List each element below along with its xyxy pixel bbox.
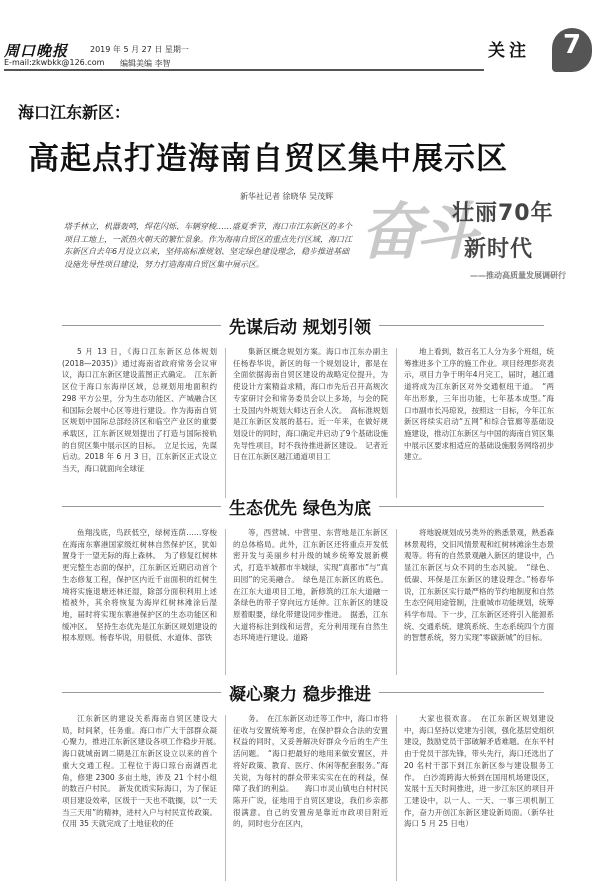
- section-2-column-1: 鱼翔浅底，鸟跃低空，绿树连荫……穿梭在海南东寨港国家级红树林自然保护区，犹如置身于一望无际的海上森林。 为了修复红树林更完整生态面的保护，江东新区近期启动首个生态修复工程，保护区内近千亩面积的红树生境将实施退塘还林还湿，除部分面积利用上述植被外，其余将恢复为海岸红树林滩涂后湿地，届时将实现东寨港保护区的生态功能区和缓冲区。 坚持生态优先是江东新区规划建设的根本原则。杨春华说，用很低、水道体、部铁: [62, 528, 217, 643]
- masthead-divider: [4, 69, 484, 71]
- article-byline: 新华社记者 徐晓华 吴茂辉: [240, 192, 334, 201]
- section-header-2: [0, 494, 600, 520]
- column-divider: [225, 529, 226, 675]
- section-2-column-3: 将地貌规划成另类外的熟悉景观，熟悉森林景观将，交旧风情景观和红树林滩涂生态景观等。将有的自然景观融入新区的建设中，凸显江东新区与众不同的生态风貌。 “绿色、低碳、环保是江东新区的建设理念。”杨春华说，江东新区实行最严格的节约地制度和自然生态空间用途管制，注重城市功能规划，统筹科学布局。下一步，江东新区还将引入能源系统、交通系统、建筑系统、生态系统四个方面的智慧系统，努力实现“零碳新城”的目标。: [404, 528, 554, 643]
- date-line: 2019 年 5 月 27 日 星期一: [90, 45, 189, 54]
- column-divider: [225, 348, 226, 498]
- page-number: 7: [562, 30, 582, 60]
- section-2-column-2: 等，西营城、中营里、东营地是江东新区的总体格局。此外，江东新区还将重点开发低密开发与美丽乡村升级的城乡统筹发展新模式，打造半城都市半城绿，实现“真都市”与“真田园”的完美融合。 绿色是江东新区的底色。在江东大道项目工地，新修筑的江东大道融一条绿色的带子穿向远方延伸。江东新区的建设原着眼要，绿化带建设同步推进。 据悉，江东大道将标注到线和运营，充分利用现有自然生态环境进行建设。道路: [233, 528, 388, 643]
- section-title: 生态优先 绿色为底: [221, 499, 379, 519]
- article-headline: 高起点打造海南自贸区集中展示区: [28, 141, 508, 177]
- section-1-column-3: 地上看到，数百名工人分为多个班组，统筹推进多个工序的施工作业。项目经理彭亮表示，项目力争于明年4月完工，届时，越江通道将成为江东新区对外交通枢纽干道。 “两年出形象，三年出功能，七年基本成型。”海口市副市长冯琼说，按照这一目标，今年江东新区将续实启动“五网”和综合管廊等基础设施建设，推动江东新区与中国的海南自贸区集中展示区要求相适应的基础设施服务网络初步建立。: [404, 347, 554, 462]
- section-3-column-1: 江东新区的建设关系海南自贸区建设大局，时间紧，任务重。海口市广大干部群众凝心聚力，推进江东新区建设各项工作稳步开展。 海口就城南调二期是江东新区设立以来的首个重大交通工程。工程位于海口琼台南湖西北角，修建 2300 多亩土地，涉及 21 个村小组的数百户村民。 新发优质实际海口，为了保证项目建设效率，区级于一天也不耽搁，以“一天当三天用”的精神，进村入户与村民宣传政策。仅用 35 天就完成了土地征收的任: [62, 714, 225, 829]
- series-logo: [360, 182, 590, 292]
- section-header-1: [0, 313, 600, 339]
- paper-name: 周口晚报: [4, 42, 69, 60]
- series-title-line2: 新时代: [464, 237, 534, 262]
- section-title: 先谋后动 规划引领: [221, 318, 379, 338]
- section-3-column-2: 务。 在江东新区动迁等工作中，海口市将征收与安置统筹考虑，在保护群众合法的安置权益的同时，又妥善解决好群众今后的生产生活问题。 “海口把最好的地用来做安置区，并将好政策、教育、医疗、休闲等配套服务。”海关说，为每村的群众带来实实在在的利益，保障了我们的利益。 海口市灵山镇电白村村民陈开广说，征地用于自贸区建设，我们乡亲都很满意。自己的安置房是靠近市政项目附近的，同时也分在区内，: [233, 714, 388, 829]
- series-logo-calligraphy: 奋斗: [360, 195, 473, 268]
- series-title-line1: 壮丽70年: [452, 201, 554, 226]
- masthead: [0, 0, 600, 78]
- contact-email: E-mail:zkwbkk@126.com: [4, 58, 105, 67]
- section-1-column-2: 集新区概念规划方案。海口市江东办副主任杨春华说，新区的每一个规划设计，都是在全面依据海南自贸区建设的战略定位提升，为使设计方案精益求精，海口市先后召开高规次专家研讨会和常务委员会以上多场，与会的院士及国内外规划大师达百余人次。 高标准规划是江东新区发展的基石。近一年来，在做好规划设计的同时，海口确定并启动了9个基础设施先导性项目，时不我待推进新区建设。 记者近日在江东新区越江通道项目工: [233, 347, 388, 462]
- column-divider: [396, 529, 397, 675]
- series-tagline: ——推动高质量发展调研行: [470, 271, 566, 280]
- section-header-3: [0, 680, 600, 706]
- section-1-column-1: 5 月 13 日，《海口江东新区总体规划(2018—2035)》通过海南省政府常务会议审议，海口江东新区建设蓝图正式确定。 江东新区位于海口东海岸区域，总规划用地面积约 298 平方公里，分为生态功能区、产城融合区和国际会展中心区等进行建设。作为海南自贸区规划中国际总部经济区和临空产业区的重要承载区，江东新区规划提出了打造与国际接轨的自贸区集中展示区的目标。 立足长远，先谋后动。2018 年 6 月 3 日，江东新区正式设立当天，海口就面向全球征: [62, 347, 217, 474]
- section-3-column-3: 大家也很欢喜。 在江东新区规划建设中，海口坚持以党建为引领，强化基层党组织建设，鼓励党员干部破解矛盾难题。在东平村由于党员干部先锋，带头先行，海口还选出了 20 名村干部下到江东新区参与建设服务工作。 白沙湾跨海大桥到在国用机场建设区，发展十五天时间推进，进一步江东区的项目开工建设中，以一人、一天、一事三项机制工作，奋力开创江东新区建设新局面。（新华社海口 5 月 25 日电）: [404, 714, 554, 829]
- section-title: 凝心聚力 稳步推进: [221, 685, 379, 705]
- column-divider: [396, 715, 397, 881]
- editor-credit: 编辑美编 李智: [120, 59, 171, 68]
- column-divider: [396, 348, 397, 498]
- article-kicker: 海口江东新区：: [18, 103, 131, 122]
- article-lead: 塔手林立，机器轰鸣，焊花闪烁、车辆穿梭……盛夏季节，海口市江东新区的多个项目工地上，一派热火朝天的繁忙景象。作为海南自贸区的重点先行区域，海口江东新区自去年6月设立以来，坚持高标准规划、坚定绿色建设理念，稳步推进基础设施先导性项目建设，努力打造海南自贸区集中展示区。: [64, 222, 352, 269]
- section-name: 关注: [488, 41, 530, 61]
- column-divider: [225, 715, 226, 881]
